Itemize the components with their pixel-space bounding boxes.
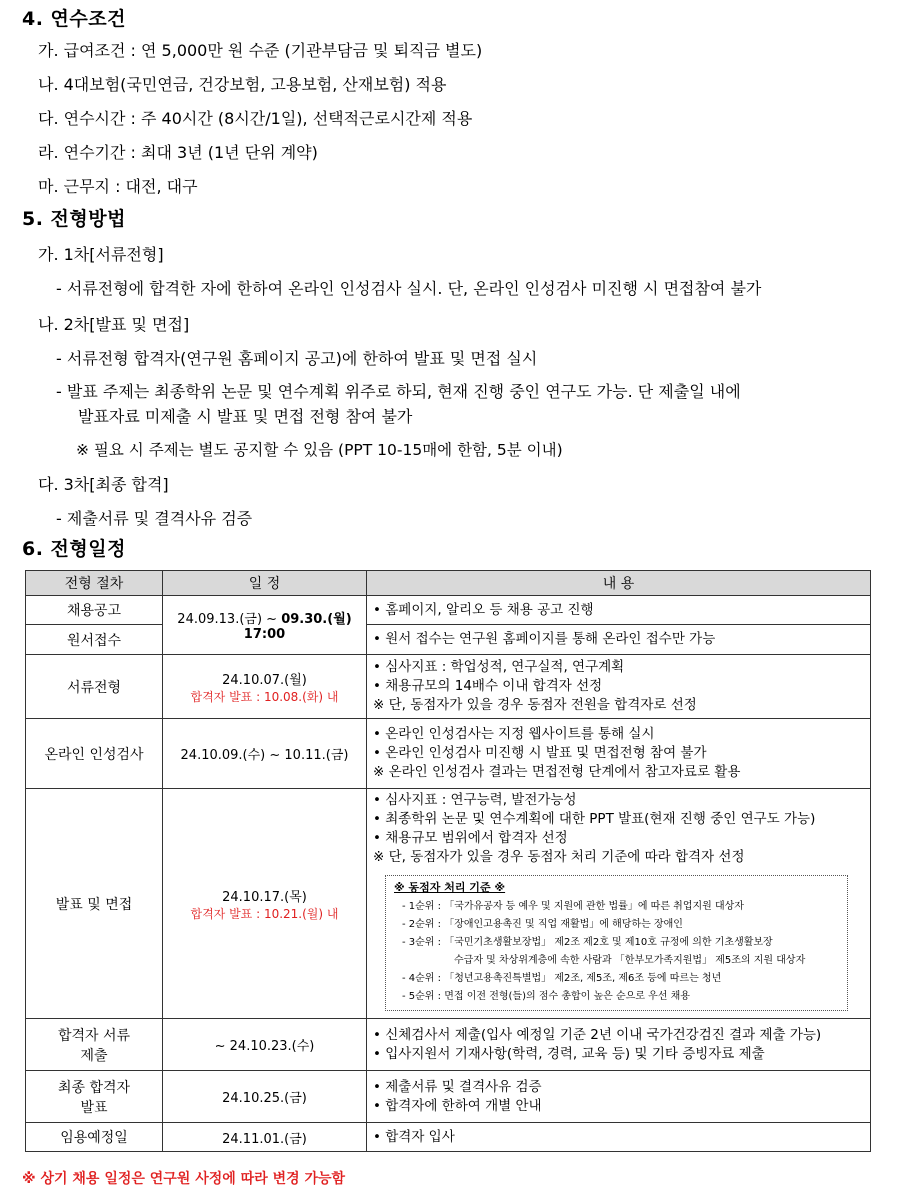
- date-time: 17:00: [243, 627, 286, 642]
- step-cell: 온라인 인성검사: [26, 719, 163, 789]
- stage-3-item: - 제출서류 및 결격사유 검증: [56, 509, 253, 528]
- header-content: 내 용: [367, 571, 871, 596]
- content-line: • 심사지표 : 연구능력, 발전가능성: [373, 792, 577, 808]
- table-row: [26, 1019, 871, 1071]
- date-cell: [163, 596, 367, 655]
- tie-break-box: [385, 875, 848, 1011]
- content-cell: [367, 1019, 871, 1071]
- content-line: • 홈페이지, 알리오 등 채용 공고 진행: [373, 601, 594, 618]
- table-row: [26, 789, 871, 1019]
- tie-break-item: - 3순위 : 「국민기초생활보장법」 제2조 제2호 및 제10호 규정에 의한 기초생활보장: [402, 937, 773, 948]
- stage-1-title: 가. 1차[서류전형]: [38, 245, 164, 264]
- table-header-row: [26, 571, 871, 596]
- stage-2-title: 나. 2차[발표 및 면접]: [38, 315, 190, 334]
- stage-2-note: ※ 필요 시 주제는 별도 공지할 수 있음 (PPT 10-15매에 한함, 5분 이내): [76, 441, 563, 459]
- content-line: ※ 단, 동점자가 있을 경우 동점자 처리 기준에 따라 합격자 선정: [373, 849, 745, 865]
- content-cell: [367, 625, 871, 655]
- content-line: • 최종학위 논문 및 연수계획에 대한 PPT 발표(현재 진행 중인 연구도 가능): [373, 811, 816, 827]
- step-cell: 발표 및 면접: [26, 789, 163, 1019]
- content-cell: [367, 655, 871, 719]
- condition-insurance: 나. 4대보험(국민연금, 건강보험, 고용보험, 산재보험) 적용: [38, 75, 447, 94]
- content-line: • 온라인 인성검사는 지정 웹사이트를 통해 실시: [373, 726, 655, 742]
- section-6-title: 6. 전형일정: [22, 538, 126, 560]
- schedule-change-notice: ※ 상기 채용 일정은 연구원 사정에 따라 변경 가능함: [22, 1171, 346, 1187]
- result-announce: 합격자 발표 : 10.21.(월) 내: [190, 906, 339, 921]
- step-cell: 임용예정일: [26, 1123, 163, 1152]
- content-line: • 심사지표 : 학업성적, 연구실적, 연구계획: [373, 659, 625, 675]
- table-row: [26, 655, 871, 719]
- content-cell: [367, 1071, 871, 1123]
- tie-break-item: - 2순위 : 「장애인고용촉진 및 직업 재활법」에 해당하는 장애인: [402, 919, 683, 930]
- tie-break-title: ※ 동점자 처리 기준 ※: [394, 881, 506, 894]
- content-cell: [367, 789, 871, 1019]
- section-4-title: 4. 연수조건: [22, 8, 126, 30]
- table-row: [26, 719, 871, 789]
- result-announce: 합격자 발표 : 10.08.(화) 내: [190, 689, 339, 704]
- date-text: 24.10.07.(월): [222, 672, 307, 688]
- condition-hours: 다. 연수시간 : 주 40시간 (8시간/1일), 선택적근로시간제 적용: [38, 109, 473, 128]
- table-row: [26, 1071, 871, 1123]
- step-line: 최종 합격자: [57, 1079, 131, 1096]
- content-line: • 채용규모의 14배수 이내 합격자 선정: [373, 678, 603, 694]
- content-line: • 합격자에 한하여 개별 안내: [373, 1097, 542, 1114]
- step-cell: 서류전형: [26, 655, 163, 719]
- step-cell: 채용공고: [26, 596, 163, 625]
- tie-break-item-cont: 수급자 및 차상위계층에 속한 사람과 「한부모가족지원법」 제5조의 지원 대상자: [454, 955, 806, 966]
- date-cell: 24.10.09.(수) ~ 10.11.(금): [163, 719, 367, 789]
- section-5-title: 5. 전형방법: [22, 208, 126, 230]
- condition-period: 라. 연수기간 : 최대 3년 (1년 단위 계약): [38, 143, 318, 162]
- date-cell: [163, 655, 367, 719]
- step-cell: [26, 1019, 163, 1071]
- content-line: • 입사지원서 기재사항(학력, 경력, 교육 등) 및 기타 증빙자료 제출: [373, 1045, 765, 1062]
- date-cell: ~ 24.10.23.(수): [163, 1019, 367, 1071]
- date-cell: [163, 789, 367, 1019]
- content-line: • 신체검사서 제출(입사 예정일 기준 2년 이내 국가건강검진 결과 제출 가능): [373, 1026, 822, 1043]
- step-cell: [26, 1071, 163, 1123]
- table-row: [26, 625, 871, 655]
- content-line: • 온라인 인성검사 미진행 시 발표 및 면접전형 참여 불가: [373, 745, 707, 761]
- table-row: [26, 596, 871, 625]
- tie-break-item: - 5순위 : 면접 이전 전형(들)의 점수 총합이 높은 순으로 우선 채용: [402, 991, 690, 1002]
- content-line: • 제출서류 및 결격사유 검증: [373, 1078, 542, 1095]
- condition-location: 마. 근무지 : 대전, 대구: [38, 177, 198, 196]
- date-text: 24.10.17.(목): [222, 889, 307, 905]
- step-cell: 원서접수: [26, 625, 163, 655]
- stage-1-item: - 서류전형에 합격한 자에 한하여 온라인 인성검사 실시. 단, 온라인 인성검사 미진행 시 면접참여 불가: [56, 279, 762, 298]
- stage-2-item-1: - 서류전형 합격자(연구원 홈페이지 공고)에 한하여 발표 및 면접 실시: [56, 349, 538, 368]
- date-cell: 24.10.25.(금): [163, 1071, 367, 1123]
- content-line: • 채용규모 범위에서 합격자 선정: [373, 830, 568, 846]
- content-line: ※ 단, 동점자가 있을 경우 동점자 전원을 합격자로 선정: [373, 697, 697, 713]
- tie-break-item: - 1순위 : 「국가유공자 등 예우 및 지원에 관한 법률」에 따른 취업지원 대상자: [402, 901, 744, 912]
- table-row: [26, 1123, 871, 1152]
- date-cell: 24.11.01.(금): [163, 1123, 367, 1152]
- step-line: 합격자 서류: [57, 1027, 131, 1044]
- header-date: 일 정: [163, 571, 367, 596]
- tie-break-item: - 4순위 : 「청년고용촉진특별법」 제2조, 제5조, 제6조 등에 따르는 청년: [402, 973, 722, 984]
- header-step: 전형 절차: [26, 571, 163, 596]
- step-line: 발표: [80, 1099, 108, 1116]
- content-cell: [367, 1123, 871, 1152]
- content-cell: [367, 719, 871, 789]
- content-line: • 원서 접수는 연구원 홈페이지를 통해 온라인 접수만 가능: [373, 631, 716, 647]
- content-line: • 합격자 입사: [373, 1128, 455, 1145]
- content-line: ※ 온라인 인성검사 결과는 면접전형 단계에서 참고자료로 활용: [373, 764, 741, 780]
- stage-2-item-2: - 발표 주제는 최종학위 논문 및 연수계획 위주로 하되, 현재 진행 중인 연구도 가능. 단 제출일 내에: [56, 382, 741, 401]
- step-line: 제출: [80, 1047, 108, 1064]
- date-start: 24.09.13.(금) ~: [177, 612, 282, 627]
- content-cell: [367, 596, 871, 625]
- schedule-table: [25, 570, 871, 1152]
- condition-salary: 가. 급여조건 : 연 5,000만 원 수준 (기관부담금 및 퇴직금 별도): [38, 41, 483, 60]
- stage-3-title: 다. 3차[최종 합격]: [38, 475, 169, 494]
- stage-2-item-2-cont: 발표자료 미제출 시 발표 및 면접 전형 참여 불가: [78, 407, 413, 426]
- date-end: 09.30.(월): [281, 612, 352, 627]
